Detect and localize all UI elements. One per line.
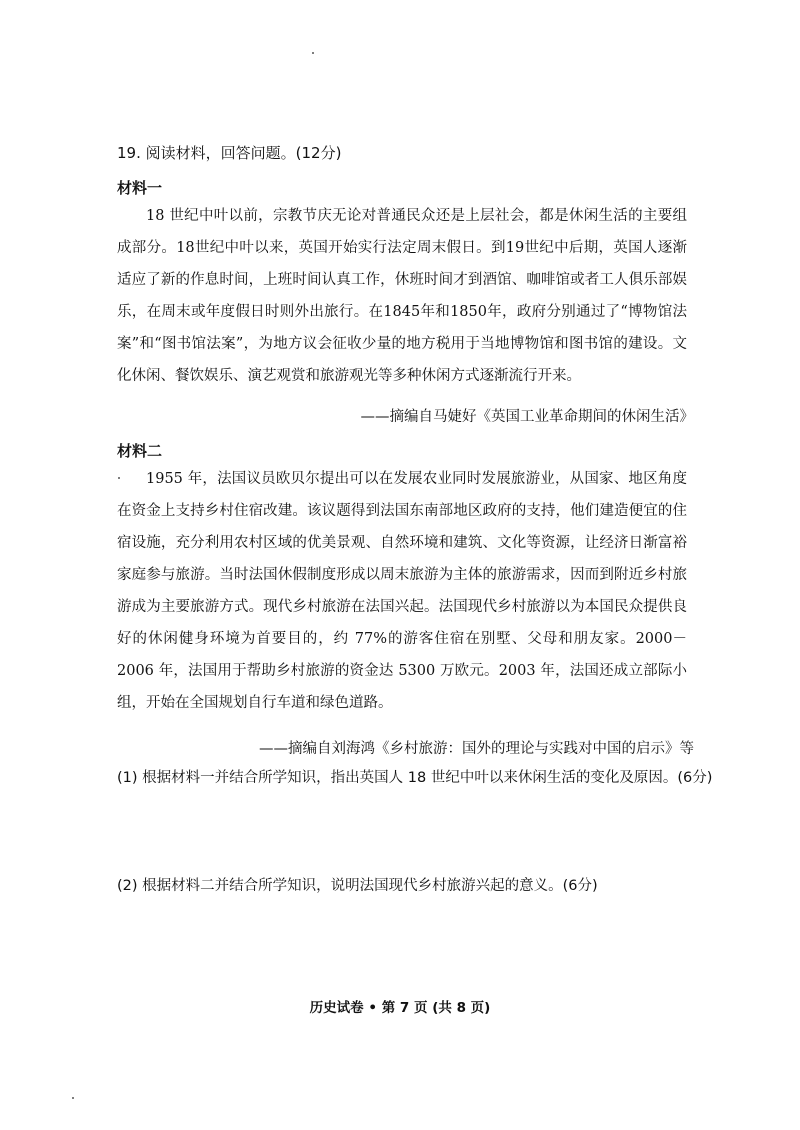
scan-speck — [72, 1097, 74, 1099]
sub-question-1: (1) 根据材料一并结合所学知识，指出英国人 18 世纪中叶以来休闲生活的变化及原因。(6分) — [117, 770, 713, 786]
material-1-source: ——摘编自马婕好《英国工业革命期间的休闲生活》 — [360, 409, 694, 425]
sub-question-2: (2) 根据材料二并结合所学知识，说明法国现代乡村旅游兴起的意义。(6分) — [117, 878, 598, 894]
material-2-label: 材料二 — [117, 442, 163, 460]
scan-speck — [312, 52, 314, 54]
material-1-text: 18 世纪中叶以前，宗教节庆无论对普通民众还是上层社会，都是休闲生活的主要组成部分。18世纪中叶以来，英国开始实行法定周末假日。到19世纪中后期，英国人逐渐适应了新的作息时间，上班时间认真工作，休班时间才到酒馆、咖啡馆或者工人俱乐部娱乐，在周末或年度假日时则外出旅行。在1845年和1850年，政府分别通过了“博物馆法案”和“图书馆法案”，为地方议会征收少量的地方税用于当地博物馆和图书馆的建设。文化休闲、餐饮娱乐、演艺观赏和旅游观光等多种休闲方式逐渐流行开来。 — [117, 208, 687, 384]
material-1-label: 材料一 — [117, 179, 163, 197]
page-footer: 历史试卷 • 第 7 页 (共 8 页) — [309, 1000, 491, 1016]
material-2-text: 1955 年，法国议员欧贝尔提出可以在发展农业同时发展旅游业，从国家、地区角度在资金上支持乡村住宿改建。该议题得到法国东南部地区政府的支持，他们建造便宜的住宿设施，充分利用农村区域的优美景观、自然环境和建筑、文化等资源，让经济日渐富裕家庭参与旅游。当时法国休假制度形成以周末旅游为主体的旅游需求，因而到附近乡村旅游成为主要旅游方式。现代乡村旅游在法国兴起。法国现代乡村旅游以为本国民众提供良好的休闲健身环境为首要目的，约 77%的游客住宿在别墅、父母和朋友家。2000－2006 年，法国用于帮助乡村旅游的资金达 5300 万欧元。2003 年，法国还成立部际小组，开始在全国规划自行车道和绿色道路。 — [117, 471, 687, 711]
question-title: 19. 阅读材料，回答问题。(12分) — [117, 144, 342, 162]
material-2-source: ——摘编自刘海鸿《乡村旅游：国外的理论与实践对中国的启示》等 — [259, 741, 694, 757]
